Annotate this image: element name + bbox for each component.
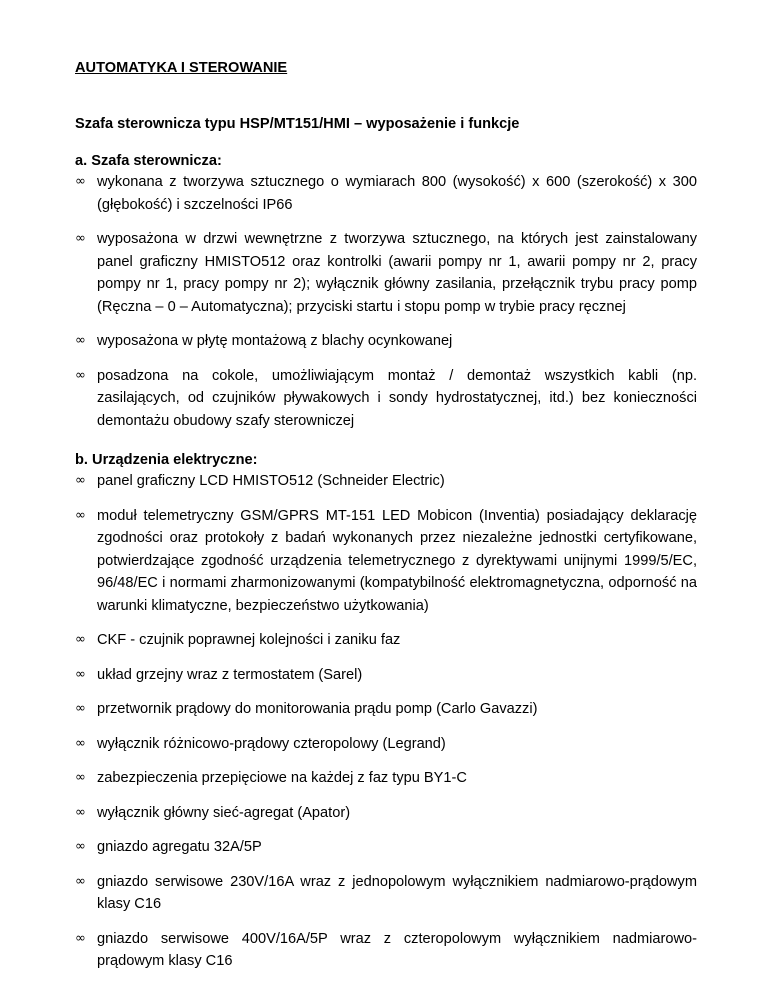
infinity-bullet-icon: ∞ bbox=[75, 231, 86, 246]
list-item-text: moduł telemetryczny GSM/GPRS MT-151 LED Mobicon (Inventia) posiadający deklarację zgodności oraz protokoły z badań wykonanych przez niezależne jednostki certyfikowane, potwierdzające zgodność urządzenia telemetrycznego z dyrektywami unijnymi 1999/5/EC, 96/48/EC i normami zharmonizowanymi (kompatybilność elektromagnetyczna, odporność na warunki klimatyczne, bezpieczeństwo użytkowania) bbox=[97, 507, 697, 614]
list-item bbox=[75, 171, 697, 216]
infinity-bullet-icon: ∞ bbox=[75, 804, 86, 820]
list-item bbox=[75, 767, 697, 790]
list-item-text: gniazdo agregatu 32A/5P bbox=[97, 839, 262, 855]
list-item bbox=[75, 629, 697, 652]
list-item bbox=[75, 330, 697, 353]
list-item-text: posadzona na cokole, umożliwiającym montaż / demontaż wszystkich kabli (np. zasilających, od czujników pływakowych i sondy hydrostatycznej, itd.) bez konieczności demontażu obudowy szafy sterowniczej bbox=[97, 367, 697, 429]
infinity-bullet-icon: ∞ bbox=[75, 473, 86, 488]
list-item-text: wykonana z tworzywa sztucznego o wymiarach 800 (wysokość) x 600 (szerokość) x 300 (głębokość) i szczelności IP66 bbox=[97, 174, 697, 213]
list-item bbox=[75, 228, 697, 318]
section-electrical-devices bbox=[75, 450, 697, 973]
list-item-text: wyposażona w drzwi wewnętrzne z tworzywa sztucznego, na których jest zainstalowany panel graficzny HMISTO512 oraz kontrolki (awarii pompy nr 1, awarii pompy nr 2, pracy pompy nr 1, pracy pompy nr 2); wyłącznik główny zasilania, przełącznik trybu pracy pomp (Ręczna – 0 – Automatyczna); przyciski startu i stopu pomp w trybie pracy ręcznej bbox=[97, 231, 697, 315]
infinity-bullet-icon: ∞ bbox=[75, 873, 86, 889]
infinity-bullet-icon: ∞ bbox=[75, 333, 86, 348]
infinity-bullet-icon: ∞ bbox=[75, 930, 86, 946]
page-title: AUTOMATYKA I STEROWANIE bbox=[75, 60, 288, 76]
list-item-text: zabezpieczenia przepięciowe na każdej z faz typu BY1-C bbox=[97, 770, 467, 786]
list-item bbox=[75, 802, 697, 825]
section-b-list bbox=[75, 470, 697, 973]
list-item-text: przetwornik prądowy do monitorowania prądu pomp (Carlo Gavazzi) bbox=[97, 701, 538, 717]
list-item-text: gniazdo serwisowe 230V/16A wraz z jednopolowym wyłącznikiem nadmiarowo-prądowym klasy C16 bbox=[97, 873, 697, 912]
infinity-bullet-icon: ∞ bbox=[75, 666, 86, 682]
document-subtitle: Szafa sterownicza typu HSP/MT151/HMI – wyposażenie i funkcje bbox=[75, 116, 520, 132]
list-item bbox=[75, 733, 697, 756]
list-item-text: gniazdo serwisowe 400V/16A/5P wraz z czteropolowym wyłącznikiem nadmiarowo-prądowym klasy C16 bbox=[97, 930, 697, 969]
list-item-text: wyłącznik różnicowo-prądowy czteropolowy (Legrand) bbox=[97, 735, 446, 752]
list-item-text: panel graficzny LCD HMISTO512 (Schneider Electric) bbox=[97, 473, 445, 489]
list-item bbox=[75, 505, 697, 618]
infinity-bullet-icon: ∞ bbox=[75, 632, 86, 647]
infinity-bullet-icon: ∞ bbox=[75, 701, 86, 716]
list-item-text: wyposażona w płytę montażową z blachy ocynkowanej bbox=[97, 333, 453, 349]
list-item bbox=[75, 470, 697, 493]
list-item-text: CKF - czujnik poprawnej kolejności i zaniku faz bbox=[97, 632, 401, 648]
document-page bbox=[75, 58, 697, 973]
list-item-text: wyłącznik główny sieć-agregat (Apator) bbox=[97, 804, 351, 821]
list-item bbox=[75, 698, 697, 721]
infinity-bullet-icon: ∞ bbox=[75, 367, 86, 383]
list-item bbox=[75, 664, 697, 687]
infinity-bullet-icon: ∞ bbox=[75, 770, 86, 785]
section-a-title: a. Szafa sterownicza: bbox=[75, 153, 222, 169]
infinity-bullet-icon: ∞ bbox=[75, 174, 86, 189]
list-item bbox=[75, 871, 697, 916]
list-item bbox=[75, 928, 697, 973]
section-b-title: b. Urządzenia elektryczne: bbox=[75, 452, 258, 468]
section-control-cabinet bbox=[75, 151, 697, 432]
infinity-bullet-icon: ∞ bbox=[75, 735, 86, 751]
list-item bbox=[75, 365, 697, 433]
infinity-bullet-icon: ∞ bbox=[75, 507, 86, 523]
section-a-list bbox=[75, 171, 697, 432]
list-item bbox=[75, 836, 697, 859]
list-item-text: układ grzejny wraz z termostatem (Sarel) bbox=[97, 666, 363, 683]
infinity-bullet-icon: ∞ bbox=[75, 839, 86, 854]
